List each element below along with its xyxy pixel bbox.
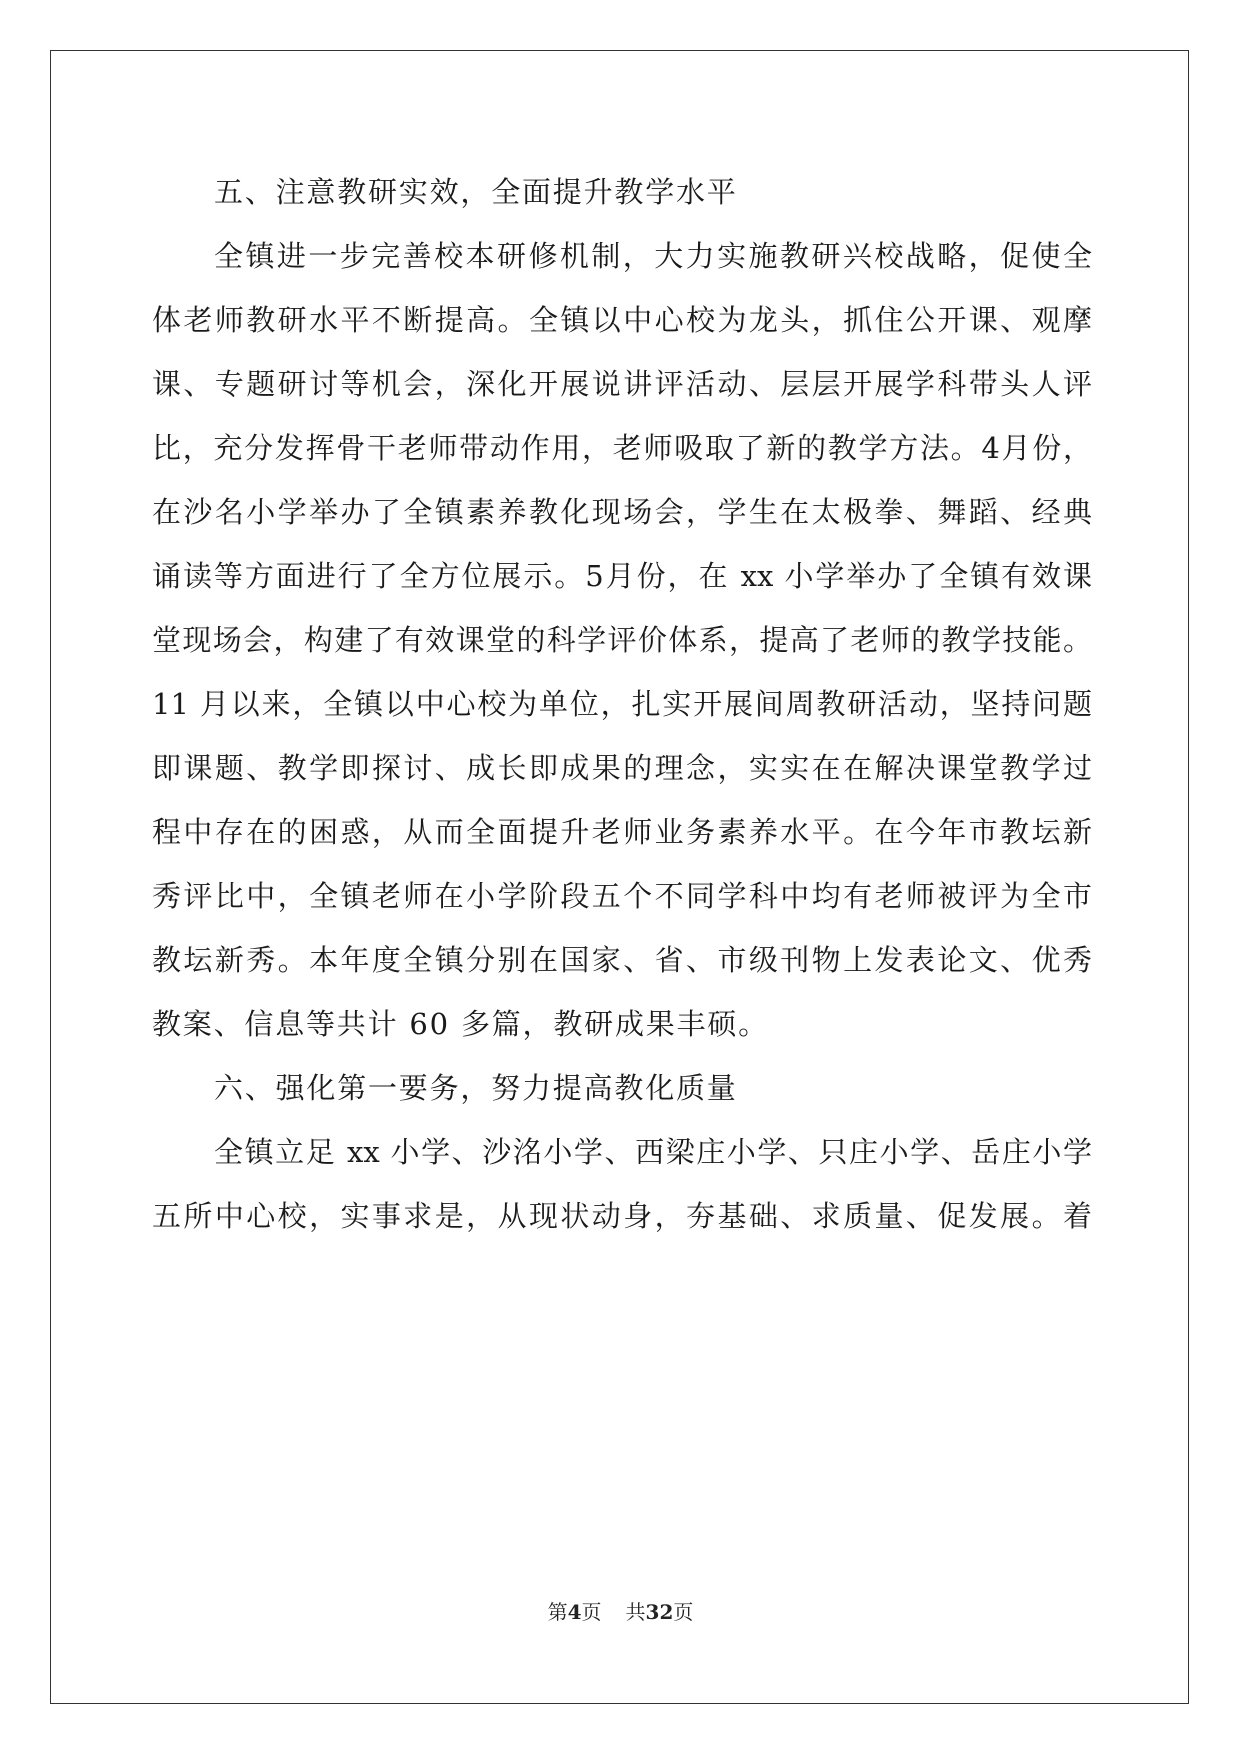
total-suffix: 页: [673, 1600, 694, 1624]
section-heading-6: 六、强化第一要务，努力提高教化质量: [214, 1071, 738, 1105]
page-current-number: 4: [567, 1600, 582, 1624]
paragraph-line-last: 教案、信息等共计 60 多篇，教研成果丰硕。: [152, 1007, 769, 1041]
paragraph-line: 在沙名小学举办了全镇素养教化现场会，学生在太极拳、舞蹈、经典: [152, 495, 1092, 529]
paragraph-line: 全镇立足 xx 小学、沙洺小学、西梁庄小学、只庄小学、岳庄小学: [214, 1135, 1092, 1169]
paragraph-line: 教坛新秀。本年度全镇分别在国家、省、市级刊物上发表论文、优秀: [152, 943, 1092, 977]
paragraph-line: 即课题、教学即探讨、成长即成果的理念，实实在在解决课堂教学过: [152, 751, 1092, 785]
paragraph-line: 堂现场会，构建了有效课堂的科学评价体系，提高了老师的教学技能。: [152, 623, 1092, 657]
document-body: [152, 160, 1092, 1248]
paragraph-line: 程中存在的困惑，从而全面提升老师业务素养水平。在今年市教坛新: [152, 815, 1092, 849]
paragraph-line: 诵读等方面进行了全方位展示。5月份，在 xx 小学举办了全镇有效课: [152, 559, 1092, 593]
page-suffix: 页: [581, 1600, 602, 1624]
paragraph-line: 全镇进一步完善校本研修机制，大力实施教研兴校战略，促使全: [214, 239, 1092, 273]
paragraph-line: 11 月以来，全镇以中心校为单位，扎实开展间周教研活动，坚持问题: [152, 687, 1092, 721]
total-prefix: 共: [625, 1600, 646, 1624]
page-total-number: 32: [645, 1600, 674, 1624]
paragraph-line: 体老师教研水平不断提高。全镇以中心校为龙头，抓住公开课、观摩: [152, 303, 1092, 337]
section-heading-5: 五、注意教研实效，全面提升教学水平: [214, 175, 738, 209]
paragraph-line: 课、专题研讨等机会，深化开展说讲评活动、层层开展学科带头人评: [152, 367, 1092, 401]
page-footer: [0, 1596, 1241, 1625]
paragraph-line: 比，充分发挥骨干老师带动作用，老师吸取了新的教学方法。4月份，: [152, 431, 1092, 465]
page-prefix: 第: [547, 1600, 568, 1624]
paragraph-line: 秀评比中，全镇老师在小学阶段五个不同学科中均有老师被评为全市: [152, 879, 1092, 913]
paragraph-line: 五所中心校，实事求是，从现状动身，夯基础、求质量、促发展。着: [152, 1199, 1092, 1233]
